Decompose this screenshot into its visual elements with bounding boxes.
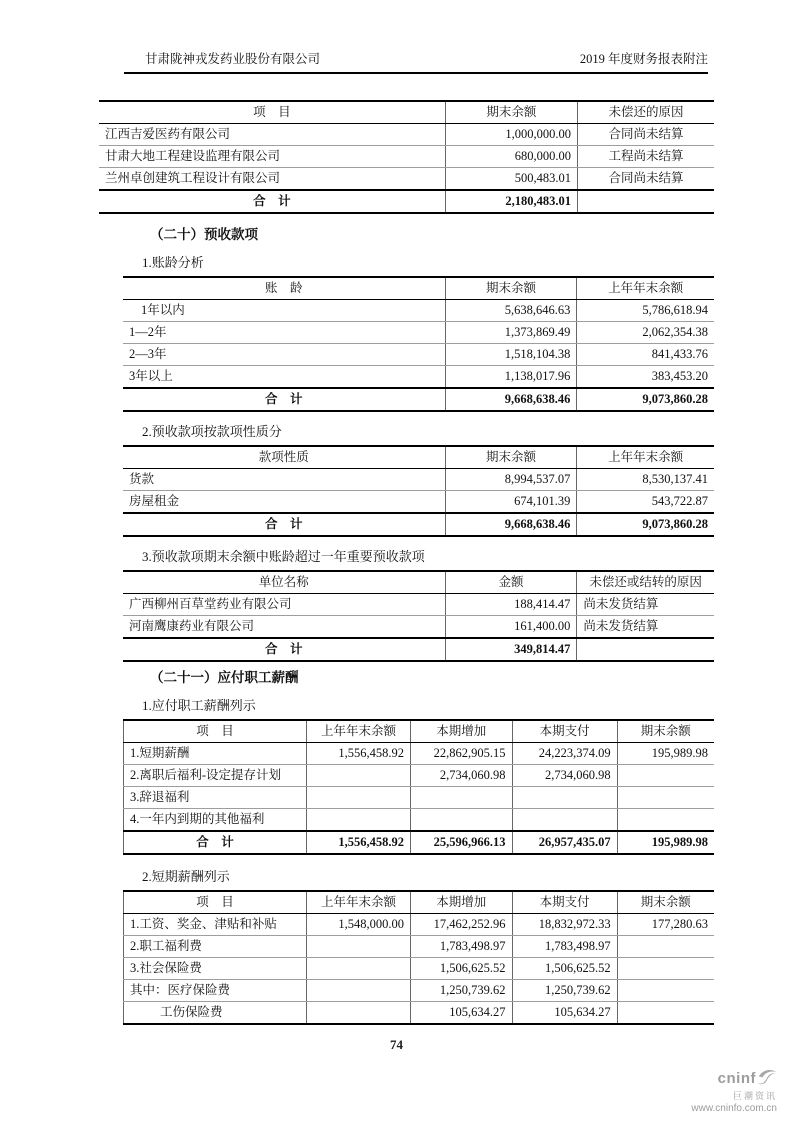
total-cell: 合 计 xyxy=(123,638,445,661)
table-cell: 3.社会保险费 xyxy=(124,958,307,980)
table-cell xyxy=(307,1002,411,1025)
table-cell: 17,462,252.96 xyxy=(410,914,512,936)
table-cell: 2,734,060.98 xyxy=(512,765,617,787)
cninfo-logo-text: cninf xyxy=(717,1070,756,1088)
total-cell: 9,668,638.46 xyxy=(445,513,577,536)
table-cell: 1,138,017.96 xyxy=(445,366,577,389)
cninfo-logo-url: www.cninfo.com.cn xyxy=(691,1102,777,1114)
table-cell: 2,062,354.38 xyxy=(577,322,714,344)
table-cell: 5,638,646.63 xyxy=(445,300,577,322)
column-header: 期末余额 xyxy=(445,101,577,124)
column-header: 款项性质 xyxy=(123,446,445,469)
column-header: 上年年末余额 xyxy=(577,446,714,469)
table-short-term-compensation xyxy=(123,890,714,1025)
total-cell: 9,668,638.46 xyxy=(445,388,577,411)
table-cell: 1.工资、奖金、津贴和补贴 xyxy=(124,914,307,936)
cninfo-logo xyxy=(691,1068,777,1114)
table-cell: 尚未发货结算 xyxy=(577,616,714,639)
table-cell: 3年以上 xyxy=(123,366,445,389)
subsection-payroll-list: 1.应付职工薪酬列示 xyxy=(142,698,256,713)
table-cell: 8,530,137.41 xyxy=(577,469,714,491)
subsection-aging-analysis: 1.账龄分析 xyxy=(142,255,204,270)
cninfo-swirl-icon xyxy=(757,1068,777,1090)
table-cell xyxy=(617,765,714,787)
table-cell xyxy=(617,958,714,980)
table-cell: 江西吉爱医药有限公司 xyxy=(99,124,445,146)
table-cell: 1,373,869.49 xyxy=(445,322,577,344)
total-cell xyxy=(577,190,714,213)
total-cell: 合 计 xyxy=(124,831,307,854)
table-cell xyxy=(512,809,617,832)
table-cell: 1,783,498.97 xyxy=(512,936,617,958)
table-payroll-payable xyxy=(123,719,714,855)
table-cell: 161,400.00 xyxy=(445,616,577,639)
subsection-advances-by-nature: 2.预收款项按款项性质分 xyxy=(142,424,282,439)
table-cell xyxy=(410,787,512,809)
table-cell: 5,786,618.94 xyxy=(577,300,714,322)
table-cell xyxy=(617,936,714,958)
table-cell: 1,506,625.52 xyxy=(512,958,617,980)
table-cell: 广西柳州百草堂药业有限公司 xyxy=(123,594,445,616)
total-cell: 195,989.98 xyxy=(617,831,714,854)
total-cell: 1,556,458.92 xyxy=(307,831,411,854)
column-header: 本期增加 xyxy=(410,891,512,914)
table-cell: 18,832,972.33 xyxy=(512,914,617,936)
table-unpaid-other-payables xyxy=(99,100,714,214)
table-cell: 3.辞退福利 xyxy=(124,787,307,809)
section-title-advances: （二十）预收款项 xyxy=(150,227,258,242)
column-header: 未偿还或结转的原因 xyxy=(577,571,714,594)
table-cell xyxy=(410,809,512,832)
table-cell: 河南鹰康药业有限公司 xyxy=(123,616,445,639)
total-cell: 合 计 xyxy=(99,190,445,213)
table-cell: 500,483.01 xyxy=(445,168,577,191)
table-cell: 8,994,537.07 xyxy=(445,469,577,491)
column-header: 上年年末余额 xyxy=(577,277,714,300)
table-cell: 680,000.00 xyxy=(445,146,577,168)
column-header: 上年年末余额 xyxy=(307,720,411,743)
total-cell: 9,073,860.28 xyxy=(577,513,714,536)
table-cell: 1,250,739.62 xyxy=(512,980,617,1002)
column-header: 未偿还的原因 xyxy=(577,101,714,124)
table-cell: 1,556,458.92 xyxy=(307,743,411,765)
total-cell: 2,180,483.01 xyxy=(445,190,577,213)
table-cell xyxy=(617,1002,714,1025)
table-cell: 1,783,498.97 xyxy=(410,936,512,958)
table-cell: 1—2年 xyxy=(123,322,445,344)
column-header: 项 目 xyxy=(124,720,307,743)
table-cell xyxy=(617,787,714,809)
table-advances-by-nature xyxy=(123,445,714,537)
column-header: 上年年末余额 xyxy=(307,891,411,914)
total-cell: 合 计 xyxy=(123,513,445,536)
table-cell: 2—3年 xyxy=(123,344,445,366)
column-header: 账 龄 xyxy=(123,277,445,300)
table-cell: 674,101.39 xyxy=(445,491,577,514)
total-cell: 9,073,860.28 xyxy=(577,388,714,411)
table-cell xyxy=(307,980,411,1002)
table-cell: 22,862,905.15 xyxy=(410,743,512,765)
total-cell: 349,814.47 xyxy=(445,638,577,661)
column-header: 期末余额 xyxy=(445,277,577,300)
table-cell xyxy=(512,787,617,809)
column-header: 本期支付 xyxy=(512,891,617,914)
table-cell: 24,223,374.09 xyxy=(512,743,617,765)
table-advances-over-one-year xyxy=(123,570,714,662)
table-cell: 2,734,060.98 xyxy=(410,765,512,787)
total-cell: 26,957,435.07 xyxy=(512,831,617,854)
total-cell: 25,596,966.13 xyxy=(410,831,512,854)
table-cell: 105,634.27 xyxy=(512,1002,617,1025)
table-cell: 177,280.63 xyxy=(617,914,714,936)
table-cell: 货款 xyxy=(123,469,445,491)
table-cell xyxy=(307,809,411,832)
table-cell xyxy=(307,936,411,958)
table-cell: 841,433.76 xyxy=(577,344,714,366)
column-header: 期末余额 xyxy=(445,446,577,469)
table-cell: 1.短期薪酬 xyxy=(124,743,307,765)
document-header xyxy=(124,52,708,74)
table-cell: 其中：医疗保险费 xyxy=(124,980,307,1002)
table-cell: 尚未发货结算 xyxy=(577,594,714,616)
table-cell: 1,506,625.52 xyxy=(410,958,512,980)
report-title: 2019 年度财务报表附注 xyxy=(579,52,708,66)
table-cell: 工程尚未结算 xyxy=(577,146,714,168)
column-header: 项 目 xyxy=(124,891,307,914)
cninfo-logo-chinese: 巨潮资讯 xyxy=(732,1091,777,1102)
table-aging-analysis xyxy=(123,276,714,412)
table-cell: 甘肃大地工程建设监理有限公司 xyxy=(99,146,445,168)
table-cell: 105,634.27 xyxy=(410,1002,512,1025)
column-header: 期末余额 xyxy=(617,891,714,914)
table-cell: 合同尚未结算 xyxy=(577,124,714,146)
column-header: 金额 xyxy=(445,571,577,594)
column-header: 项 目 xyxy=(99,101,445,124)
page-number: 74 xyxy=(390,1037,403,1052)
table-cell xyxy=(617,980,714,1002)
table-cell: 1年以内 xyxy=(123,300,445,322)
table-cell: 1,548,000.00 xyxy=(307,914,411,936)
subsection-advances-over-one-year: 3.预收款项期末余额中账龄超过一年重要预收款项 xyxy=(142,549,425,564)
table-cell xyxy=(307,765,411,787)
table-cell xyxy=(307,787,411,809)
section-title-payroll: （二十一）应付职工薪酬 xyxy=(150,670,299,685)
subsection-short-term-compensation: 2.短期薪酬列示 xyxy=(142,869,230,884)
table-cell: 2.离职后福利-设定提存计划 xyxy=(124,765,307,787)
table-cell: 195,989.98 xyxy=(617,743,714,765)
column-header: 本期支付 xyxy=(512,720,617,743)
table-cell: 188,414.47 xyxy=(445,594,577,616)
table-cell xyxy=(307,958,411,980)
table-cell: 合同尚未结算 xyxy=(577,168,714,191)
table-cell: 1,250,739.62 xyxy=(410,980,512,1002)
table-cell: 房屋租金 xyxy=(123,491,445,514)
company-name: 甘肃陇神戎发药业股份有限公司 xyxy=(145,52,321,66)
table-cell: 1,518,104.38 xyxy=(445,344,577,366)
table-cell: 兰州卓创建筑工程设计有限公司 xyxy=(99,168,445,191)
table-cell: 2.职工福利费 xyxy=(124,936,307,958)
total-cell: 合 计 xyxy=(123,388,445,411)
table-cell: 4.一年内到期的其他福利 xyxy=(124,809,307,832)
table-cell xyxy=(617,809,714,832)
column-header: 期末余额 xyxy=(617,720,714,743)
table-cell: 1,000,000.00 xyxy=(445,124,577,146)
total-cell xyxy=(577,638,714,661)
table-cell: 543,722.87 xyxy=(577,491,714,514)
table-cell: 383,453.20 xyxy=(577,366,714,389)
table-cell: 工伤保险费 xyxy=(160,1005,223,1019)
column-header: 本期增加 xyxy=(410,720,512,743)
column-header: 单位名称 xyxy=(123,571,445,594)
